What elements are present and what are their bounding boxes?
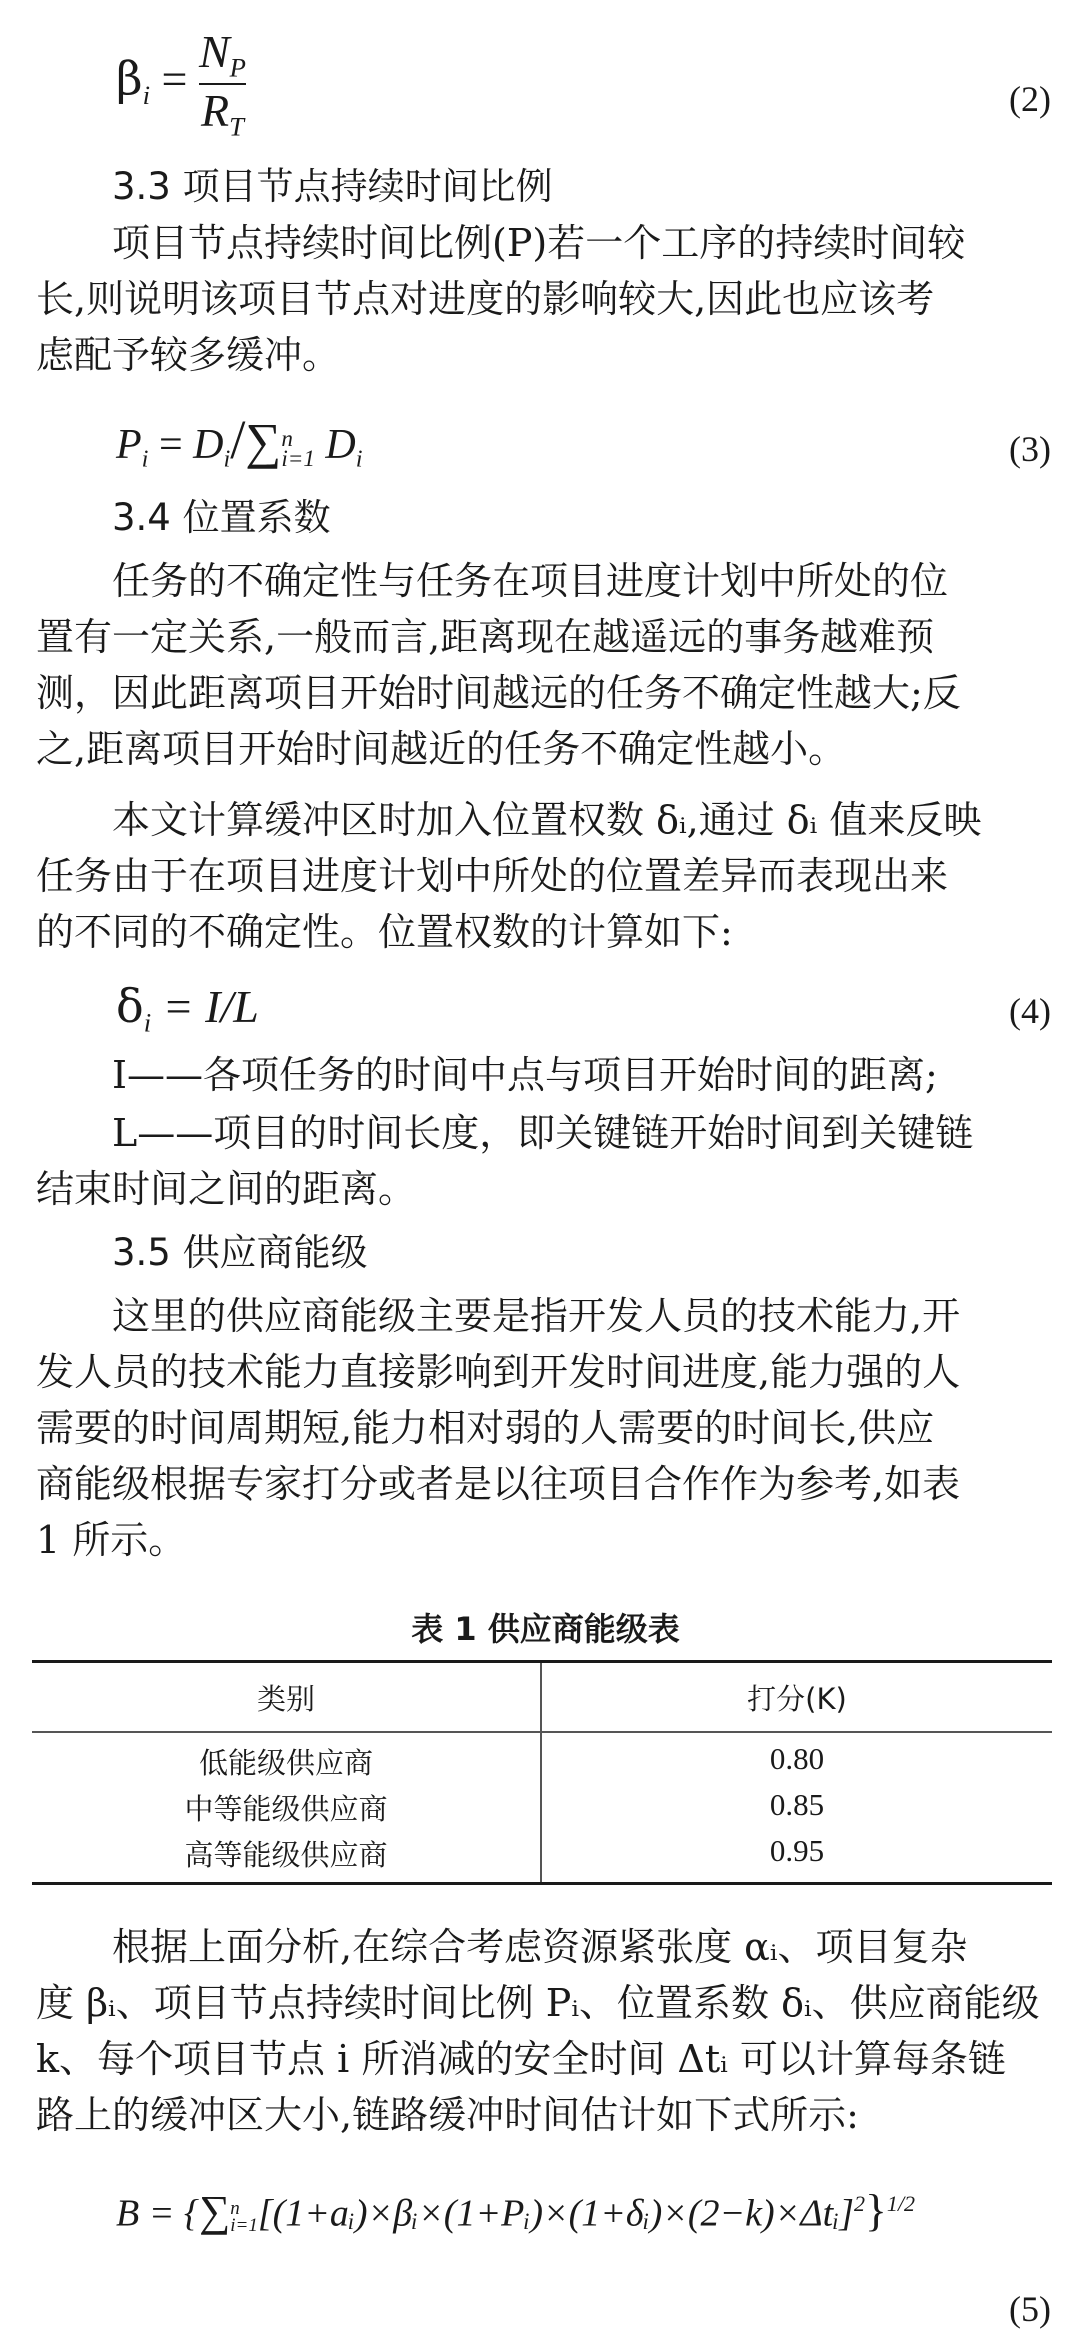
table-bottom-rule bbox=[32, 1882, 1052, 1885]
eq5-sum-sup: n bbox=[230, 2197, 240, 2219]
after-line-1: 根据上面分析,在综合考虑资源紧张度 αᵢ、项目复杂 bbox=[112, 1925, 968, 1969]
eq3-slash: / bbox=[230, 409, 246, 470]
s34-p1-line-3: 测，因此距离项目开始时间越远的任务不确定性越大;反 bbox=[36, 671, 961, 715]
table-row-1-category: 低能级供应商 bbox=[198, 1746, 373, 1780]
table-row-2-category: 中等能级供应商 bbox=[184, 1792, 388, 1826]
table-caption: 表 1 供应商能级表 bbox=[411, 1610, 680, 1648]
eq2-numerator-sub: P bbox=[229, 52, 246, 83]
after-line-4: 路上的缓冲区大小,链路缓冲时间估计如下式所示: bbox=[36, 2093, 859, 2137]
s35-line-3: 需要的时间周期短,能力相对弱的人需要的时间长,供应 bbox=[36, 1406, 935, 1450]
table-row-3-category: 高等能级供应商 bbox=[184, 1838, 388, 1872]
eq5-close-brace: } bbox=[865, 2184, 887, 2236]
s34-p2-line-1: 本文计算缓冲区时加入位置权数 δᵢ,通过 δᵢ 值来反映 bbox=[112, 798, 982, 842]
eq4-delta-sub: i bbox=[143, 1007, 152, 1038]
s35-line-2: 发人员的技术能力直接影响到开发时间进度,能力强的人 bbox=[36, 1350, 961, 1394]
eq3-d: D bbox=[193, 422, 224, 468]
eq3-equals: = bbox=[158, 422, 183, 468]
eq2-equals: = bbox=[161, 53, 188, 105]
table-header-rule bbox=[32, 1731, 1052, 1733]
eq3-d2: D bbox=[325, 422, 356, 468]
table-top-rule bbox=[32, 1660, 1052, 1663]
table-row-1-score: 0.80 bbox=[769, 1741, 825, 1776]
s33-line-2: 长,则说明该项目节点对进度的影响较大,因此也应该考 bbox=[36, 277, 935, 321]
equation-2 bbox=[116, 26, 246, 142]
equation-5-number: (5) bbox=[1009, 2289, 1051, 2329]
section-3-4-heading: 3.4 位置系数 bbox=[112, 496, 331, 539]
s35-line-4: 商能级根据专家打分或者是以往项目合作作为参考,如表 bbox=[36, 1462, 961, 1506]
eq5-lhs: B = { bbox=[116, 2192, 200, 2235]
eq5-body: [(1+aᵢ)×βᵢ×(1+Pᵢ)×(1+δᵢ)×(2−k)×Δtᵢ] bbox=[257, 2192, 855, 2235]
s33-line-3: 虑配予较多缓冲。 bbox=[36, 333, 341, 377]
s35-line-5: 1 所示。 bbox=[36, 1518, 187, 1562]
eq4-rhs: = I/L bbox=[162, 981, 259, 1032]
s34-p1-line-1: 任务的不确定性与任务在项目进度计划中所处的位 bbox=[112, 559, 949, 603]
table-header-category: 类别 bbox=[256, 1682, 315, 1716]
s34-p2-line-3: 的不同的不确定性。位置权数的计算如下: bbox=[36, 910, 733, 954]
after-line-2: 度 βᵢ、项目节点持续时间比例 Pᵢ、位置系数 δᵢ、供应商能级 bbox=[36, 1981, 1040, 2025]
eq2-beta: β bbox=[116, 51, 143, 106]
eq2-denominator: R bbox=[200, 85, 230, 137]
eq3-p-sub: i bbox=[141, 445, 149, 473]
eq4-delta: δ bbox=[116, 979, 144, 1033]
eq3-d-sub: i bbox=[223, 445, 231, 473]
def-l-line-2: 结束时间之间的距离。 bbox=[36, 1167, 417, 1211]
s34-p1-line-2: 置有一定关系,一般而言,距离现在越遥远的事务越难预 bbox=[36, 615, 935, 659]
equation-5 bbox=[116, 2172, 915, 2245]
eq2-denominator-sub: T bbox=[229, 111, 244, 142]
section-3-3-heading: 3.3 项目节点持续时间比例 bbox=[112, 165, 553, 208]
section-3-5-heading: 3.5 供应商能级 bbox=[112, 1231, 368, 1274]
eq3-d2-sub: i bbox=[355, 445, 363, 473]
s33-line-1: 项目节点持续时间比例(P)若一个工序的持续时间较 bbox=[112, 221, 966, 265]
eq3-sum-sub: i=1 bbox=[281, 445, 315, 472]
equation-2-number: (2) bbox=[1009, 79, 1051, 119]
equation-3 bbox=[116, 409, 363, 488]
s34-p1-line-4: 之,距离项目开始时间越近的任务不确定性越小。 bbox=[36, 727, 847, 771]
after-line-3: k、每个项目节点 i 所消减的安全时间 Δtᵢ 可以计算每条链 bbox=[36, 2037, 1006, 2081]
eq3-sum: ∑ bbox=[245, 413, 282, 469]
eq3-sum-sup: n bbox=[281, 424, 293, 451]
equation-3-number: (3) bbox=[1009, 429, 1051, 469]
eq5-exponent: 1/2 bbox=[886, 2191, 916, 2216]
eq5-sum-sub: i=1 bbox=[230, 2214, 258, 2236]
def-i: I——各项任务的时间中点与项目开始时间的距离; bbox=[112, 1053, 938, 1097]
table-row-2-score: 0.85 bbox=[769, 1787, 825, 1822]
s35-line-1: 这里的供应商能级主要是指开发人员的技术能力,开 bbox=[112, 1294, 961, 1338]
eq5-square: 2 bbox=[854, 2191, 866, 2216]
eq2-beta-sub: i bbox=[142, 79, 151, 110]
equation-4-number: (4) bbox=[1009, 991, 1051, 1031]
s34-p2-line-2: 任务由于在项目进度计划中所处的位置差异而表现出来 bbox=[36, 854, 949, 898]
eq2-numerator: N bbox=[198, 26, 230, 77]
eq5-sum: ∑ bbox=[199, 2187, 231, 2236]
table-row-3-score: 0.95 bbox=[769, 1833, 825, 1868]
def-l-line-1: L——项目的时间长度，即关键链开始时间到关键链 bbox=[112, 1111, 974, 1155]
eq3-p: P bbox=[116, 422, 142, 468]
equation-4 bbox=[116, 976, 259, 1052]
eq2-fraction bbox=[199, 26, 246, 142]
table-header-score: 打分(K) bbox=[747, 1682, 847, 1716]
